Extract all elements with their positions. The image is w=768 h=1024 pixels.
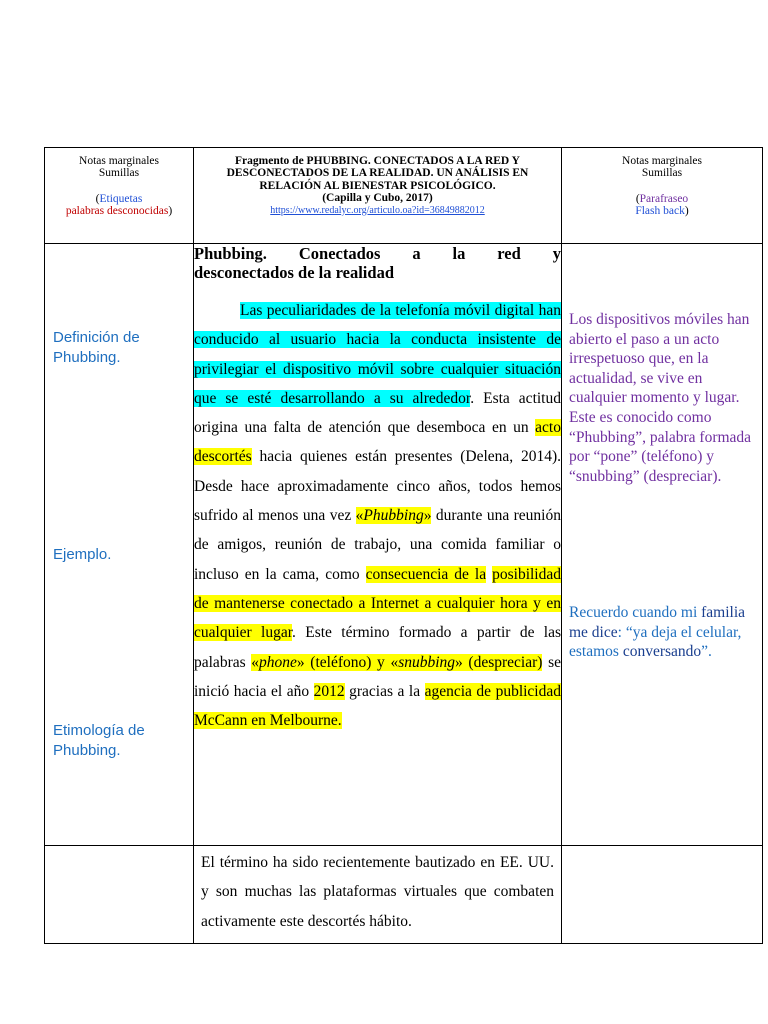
source-link[interactable]: https://www.redalyc.org/articulo.oa?id=36849882012	[270, 204, 485, 216]
continuation-right-cell	[562, 846, 763, 944]
note-etimologia-line1: Etimología de	[53, 722, 145, 739]
flashback-b: familia me dice	[569, 604, 746, 641]
flashback-c: : “ya deja el celular, estamos	[569, 623, 742, 661]
header-left-cell	[45, 148, 194, 244]
highlight-cyan-definition: Las peculiaridades de la telefonía móvil digital han conducido al usuario hacia la conducta insistente de privilegiar el dispositivo móvil sobre cualquier situación que se esté desarrollando a su alrededor	[194, 302, 561, 407]
header-right-line2: Sumillas	[641, 167, 683, 180]
text-s11c: » (teléfono) y «	[296, 653, 399, 671]
continuation-center-cell	[194, 846, 562, 944]
note-definicion	[53, 328, 140, 368]
header-right-line1: Notas marginales	[622, 155, 702, 167]
highlight-agencia: agencia de publicidad McCann en Melbourne.	[194, 682, 561, 730]
header-right-open: (	[635, 192, 640, 205]
highlight-posibilidad: posibilidad de mantenerse conectado a Internet a cualquier hora y en cualquier lugar	[194, 565, 561, 642]
header-left-close: )	[168, 205, 173, 218]
header-center-line4: (Capilla y Cubo, 2017)	[322, 192, 433, 205]
text-s10: . Este término formado a partir de las palabras	[194, 624, 562, 671]
text-s2: . Esta actitud origina una falta de atención que desemboca en un	[194, 389, 561, 437]
section-title-line1: Phubbing. Conectados a la red y	[194, 244, 561, 263]
text-s4: hacia quienes están presentes (Delena, 2014). Desde hace aproximadamente cinco años, todos hemos sufrido al menos una vez	[194, 448, 561, 525]
left-notes-cell	[45, 244, 194, 846]
header-center-cell	[194, 148, 562, 244]
flashback-note	[569, 603, 757, 662]
header-left-line2: Sumillas	[98, 167, 140, 180]
header-row	[45, 148, 763, 244]
highlight-acto-descortes: acto descortés	[194, 419, 561, 466]
highlight-2012: 2012	[313, 682, 345, 700]
quote-close: »	[423, 507, 432, 525]
header-right-close: )	[684, 205, 689, 218]
note-definicion-line1: Definición de	[53, 329, 140, 346]
highlight-consecuencia: consecuencia de la	[365, 565, 487, 583]
note-ejemplo: Ejemplo.	[53, 546, 112, 563]
note-etimologia	[53, 721, 145, 761]
note-definicion-line2: Phubbing.	[53, 349, 121, 366]
text-s6: durante una reunión de amigos, reunión de trabajo, una comida familiar o incluso en la cama, como	[194, 507, 561, 583]
highlight-etymology	[251, 654, 542, 671]
flashback-a: Recuerdo cuando mi	[569, 604, 702, 621]
quote-open-2: «	[251, 653, 260, 671]
header-left-tag1: Etiquetas	[99, 192, 143, 205]
header-right-tag2: Flash back	[635, 205, 685, 218]
header-left-line1: Notas marginales	[79, 155, 159, 167]
text-s11e: » (despreciar)	[455, 653, 543, 671]
main-text-cell	[194, 244, 562, 846]
text-s14: gracias a la	[344, 682, 425, 700]
term-phone: phone	[259, 653, 297, 671]
header-left-tag2: palabras desconocidas	[65, 205, 169, 218]
text-s12: se inició hacia el año	[194, 653, 562, 700]
sumilla-table	[44, 147, 763, 944]
paraphrase-note: Los dispositivos móviles han abierto el paso a un acto irrespetuoso que, en la actualidad, se vive en cualquier momento y lugar. Este es conocido como “Phubbing”, palabra formada por “pone” (teléfono) y “snubbing” (despreciar).	[569, 311, 752, 485]
flashback-e: ”.	[701, 643, 712, 661]
section-title-line2: desconectados de la realidad	[194, 263, 394, 282]
header-right-tag1: Parafraseo	[639, 192, 689, 205]
main-paragraph	[194, 296, 561, 735]
continuation-paragraph: El término ha sido recientemente bautizado en EE. UU. y son muchas las plataformas virtuales que combaten activamente este descortés hábito.	[201, 854, 554, 930]
quote-open: «	[355, 507, 364, 525]
highlight-phubbing	[356, 507, 432, 524]
right-notes-cell	[562, 244, 763, 846]
term-snubbing: snubbing	[398, 653, 456, 671]
header-center-line2: DESCONECTADOS DE LA REALIDAD. UN ANÁLISIS EN	[226, 167, 529, 180]
header-center-line3: RELACIÓN AL BIENESTAR PSICOLÓGICO.	[259, 179, 496, 192]
header-left-open: (	[95, 192, 100, 205]
continuation-left-cell	[45, 846, 194, 944]
continuation-row	[45, 846, 763, 944]
term-phubbing: Phubbing	[363, 507, 424, 525]
header-center-line1: Fragmento de PHUBBING. CONECTADOS A LA RED Y	[235, 155, 520, 167]
header-right-cell	[562, 148, 763, 244]
flashback-d: conversando	[622, 643, 702, 661]
content-row	[45, 244, 763, 846]
note-etimologia-line2: Phubbing.	[53, 742, 121, 759]
section-title	[194, 244, 561, 282]
